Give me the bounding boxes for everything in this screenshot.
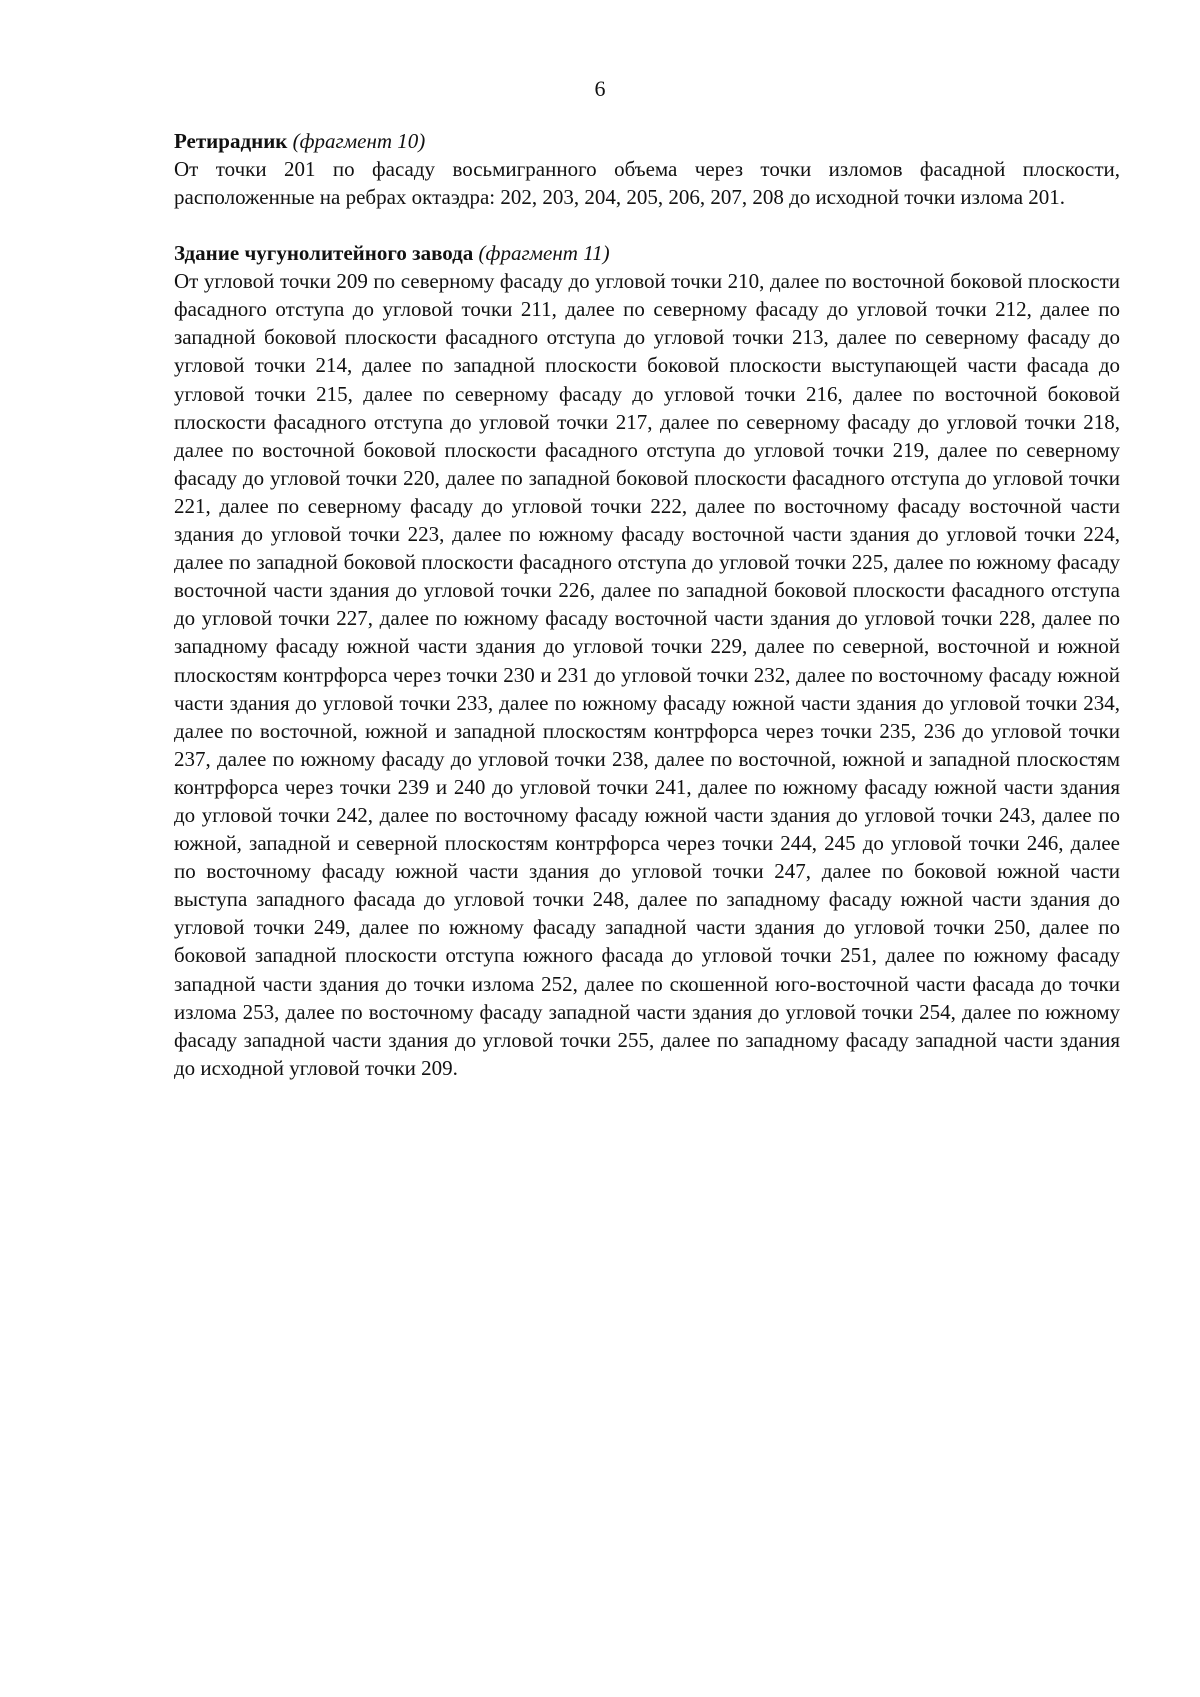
section-heading xyxy=(174,127,1120,155)
section-fragment-label: (фрагмент 11) xyxy=(478,241,610,266)
section-title: Ретирадник xyxy=(174,129,288,153)
document-content xyxy=(174,127,1120,1082)
section-fragment-label: (фрагмент 10) xyxy=(292,129,426,153)
section-body: От угловой точки 209 по северному фасаду до угловой точки 210, далее по восточной боковой плоскости фасадного отступа до угловой точки 211, далее по северному фасаду до угловой точки 212, далее по западной боковой плоскости фасадного отступа до угловой точки 213, далее по северному фасаду до угловой точки 214, далее по западной плоскости боковой плоскости выступающей части фасада до угловой точки 215, далее по северному фасаду до угловой точки 216, далее по восточной боковой плоскости фасадного отступа до угловой точки 217, далее по северному фасаду до угловой точки 218, далее по восточной боковой плоскости фасадного отступа до угловой точки 219, далее по северному фасаду до угловой точки 220, далее по западной боковой плоскости фасадного отступа до угловой точки 221, далее по северному фасаду до угловой точки 222, далее по восточному фасаду восточной части здания до угловой точки 223, далее по южному фасаду восточной части здания до угловой точки 224, далее по западной боковой плоскости фасадного отступа до угловой точки 225, далее по южному фасаду восточной части здания до угловой точки 226, далее по западной боковой плоскости фасадного отступа до угловой точки 227, далее по южному фасаду восточной части здания до угловой точки 228, далее по западному фасаду южной части здания до угловой точки 229, далее по северной, восточной и южной плоскостям контрфорса через точки 230 и 231 до угловой точки 232, далее по восточному фасаду южной части здания до угловой точки 233, далее по южному фасаду южной части здания до угловой точки 234, далее по восточной, южной и западной плоскостям контрфорса через точки 235, 236 до угловой точки 237, далее по южному фасаду до угловой точки 238, далее по восточной, южной и западной плоскостям контрфорса через точки 239 и 240 до угловой точки 241, далее по южному фасаду южной части здания до угловой точки 242, далее по восточному фасаду южной части здания до угловой точки 243, далее по южной, западной и северной плоскостям контрфорса через точки 244, 245 до угловой точки 246, далее по восточному фасаду южной части здания до угловой точки 247, далее по боковой южной части выступа западного фасада до угловой точки 248, далее по западному фасаду южной части здания до угловой точки 249, далее по южному фасаду западной части здания до угловой точки 250, далее по боковой западной плоскости отступа южного фасада до угловой точки 251, далее по южному фасаду западной части здания до точки излома 252, далее по скошенной юго-восточной части фасада до точки излома 253, далее по восточному фасаду западной части здания до угловой точки 254, далее по южному фасаду западной части здания до угловой точки 255, далее по западному фасаду западной части здания до исходной угловой точки 209. xyxy=(174,269,1120,1080)
page-number: 6 xyxy=(594,76,606,101)
section-foundry-building xyxy=(174,239,1120,1082)
section-title: Здание чугунолитейного завода xyxy=(174,241,474,266)
section-heading xyxy=(174,239,1120,267)
section-retiradnik xyxy=(174,127,1120,211)
section-body: От точки 201 по фасаду восьмигранного объема через точки изломов фасадной плоскости, расположенные на ребрах октаэдра: 202, 203, 204, 205, 206, 207, 208 до исходной точки излома 201. xyxy=(174,157,1120,210)
